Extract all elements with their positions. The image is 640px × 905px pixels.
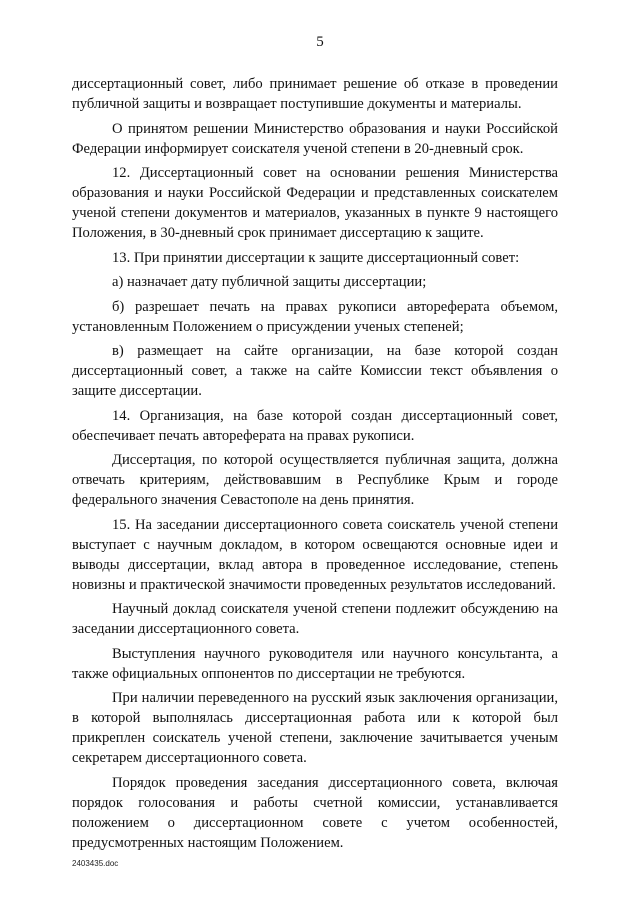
paragraph: При наличии переведенного на русский язык заключения организации, в которой выполнялась диссертационная работа или к которой был прикреплен соискатель ученой степени, заключение зачитывается ученым секретарем диссертационного совета.: [72, 690, 558, 766]
paragraph: Порядок проведения заседания диссертационного совета, включая порядок голосования и работы счетной комиссии, устанавливается положением о диссертационном совете с учетом особенностей, предусмотренных настоящим Положением.: [72, 774, 558, 851]
paragraph: Научный доклад соискателя ученой степени подлежит обсуждению на заседании диссертационного совета.: [72, 601, 558, 637]
document-filename: 2403435.doc: [72, 859, 119, 868]
paragraph: 13. При принятии диссертации к защите диссертационный совет:: [112, 249, 520, 266]
paragraph: Выступления научного руководителя или научного консультанта, а также официальных оппонентов по диссертации не требуются.: [72, 645, 558, 682]
page-number: 5: [316, 34, 324, 50]
paragraph: 14. Организация, на базе которой создан диссертационный совет, обеспечивает печать автореферата на правах рукописи.: [72, 407, 558, 444]
list-item: а) назначает дату публичной защиты диссертации;: [112, 274, 427, 290]
list-item: в) размещает на сайте организации, на базе которой создан диссертационный совет, а также на сайте Комиссии текст объявления о защите диссертации.: [72, 343, 558, 399]
list-item: б) разрешает печать на правах рукописи автореферата объемом, установленным Положением о присуждении ученых степеней;: [72, 298, 558, 335]
paragraph: 12. Диссертационный совет на основании решения Министерства образования и науки Российской Федерации и представленных соискателем ученой степени документов и материалов, указанных в пункте 9 настоящего Положения, в 30-дневный срок принимает диссертацию к защите.: [72, 165, 558, 241]
paragraph: 15. На заседании диссертационного совета соискатель ученой степени выступает с научным докладом, в котором освещаются основные идеи и выводы диссертации, вклад автора в проведенное исследование, степень новизны и практической значимости проведенных результатов исследований.: [72, 516, 558, 593]
paragraph: О принятом решении Министерство образования и науки Российской Федерации информирует соискателя ученой степени в 20-дневный срок.: [72, 120, 558, 157]
paragraph: Диссертация, по которой осуществляется публичная защита, должна отвечать критериям, действовавшим в Республике Крым и городе федерального значения Севастополе на день принятия.: [72, 452, 558, 508]
paragraph: диссертационный совет, либо принимает решение об отказе в проведении публичной защиты и возвращает поступившие документы и материалы.: [72, 76, 558, 112]
document-body: [72, 74, 558, 857]
